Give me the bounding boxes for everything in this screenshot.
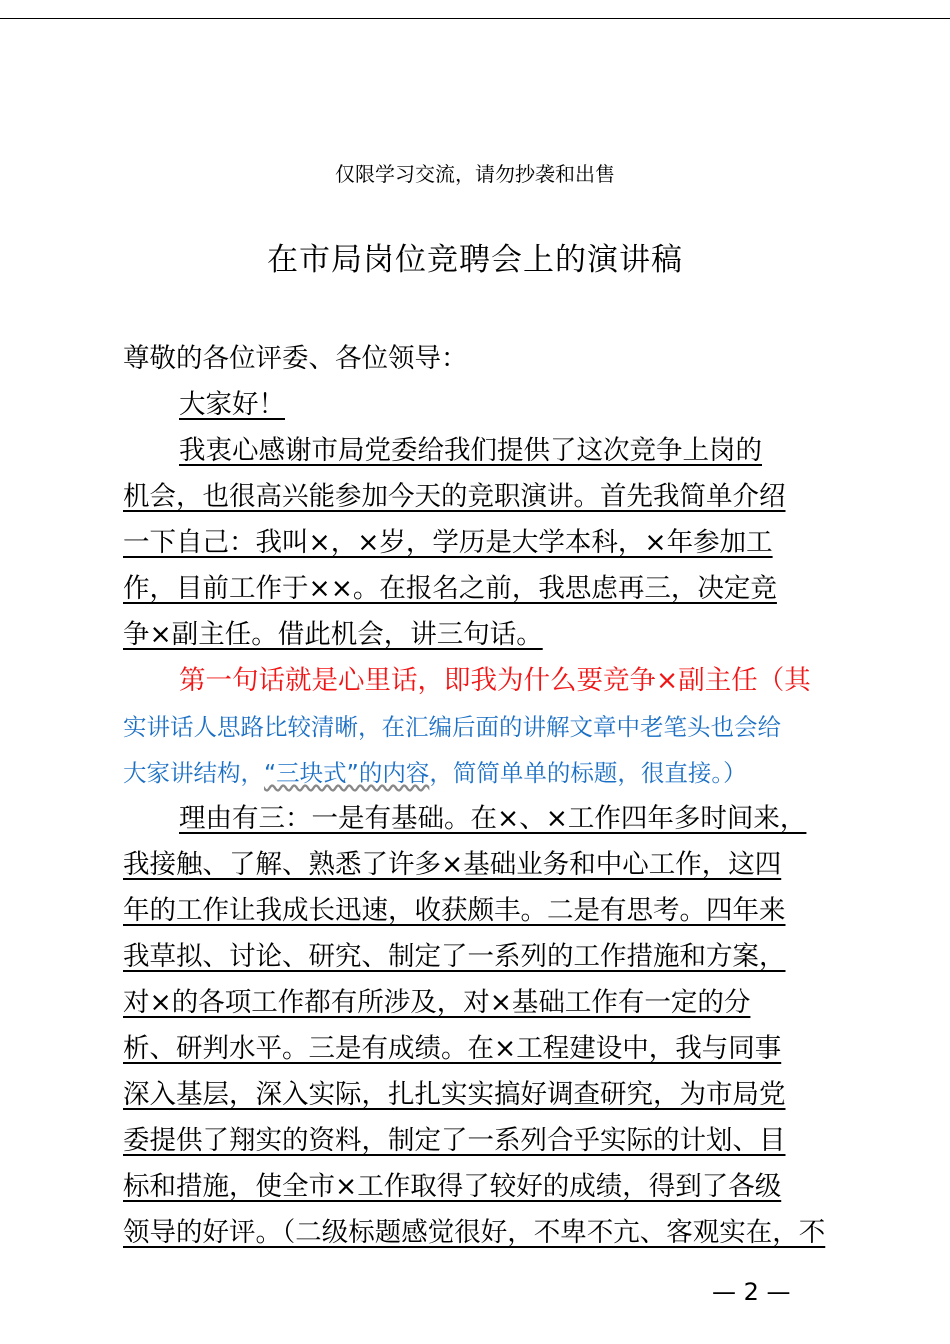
comment-line: 大家讲结构，“三块式”的内容，简简单单的标题，很直接。） [123, 759, 747, 787]
salutation: 尊敬的各位评委、各位领导： [123, 343, 468, 374]
header-note: 仅限学习交流，请勿抄袭和出售 [335, 162, 615, 186]
paragraph-line: 标和措施，使全市×工作取得了较好的成绩，得到了各级 [123, 1171, 782, 1202]
paragraph-line: 一下自己：我叫×，×岁，学历是大学本科，×年参加工 [123, 527, 773, 558]
wavy-annotated-text: “三块式”的内容 [264, 759, 430, 787]
document-body [123, 336, 898, 1256]
paragraph-line: 理由有三：一是有基础。在×、×工作四年多时间来， [179, 803, 807, 834]
paragraph-line: 我衷心感谢市局党委给我们提供了这次竞争上岗的 [179, 435, 762, 466]
paragraph-line: 作，目前工作于××。在报名之前，我思虑再三，决定竞 [123, 573, 777, 604]
comment-line: 实讲话人思路比较清晰，在汇编后面的讲解文章中老笔头也会给 [123, 713, 781, 741]
paragraph-line: 领导的好评。（二级标题感觉很好，不卑不亢、客观实在，不 [123, 1217, 826, 1248]
red-heading: 第一句话就是心里话，即我为什么要竞争×副主任（其 [179, 665, 811, 696]
greeting: 大家好！ [179, 389, 285, 420]
header-rule [0, 18, 950, 19]
paragraph-line: 年的工作让我成长迅速，收获颇丰。二是有思考。四年来 [123, 895, 786, 926]
document-title: 在市局岗位竞聘会上的演讲稿 [267, 242, 683, 278]
paragraph-line: 委提供了翔实的资料，制定了一系列合乎实际的计划、目 [123, 1125, 786, 1156]
paragraph-line: 争×副主任。借此机会，讲三句话。 [123, 619, 543, 650]
paragraph-line: 深入基层，深入实际，扎扎实实搞好调查研究，为市局党 [123, 1079, 786, 1110]
paragraph-line: 机会，也很高兴能参加今天的竞职演讲。首先我简单介绍 [123, 481, 786, 512]
paragraph-line: 对×的各项工作都有所涉及，对×基础工作有一定的分 [123, 987, 751, 1018]
paragraph-line: 析、研判水平。三是有成绩。在×工程建设中，我与同事 [123, 1033, 782, 1064]
paragraph-line: 我草拟、讨论、研究、制定了一系列的工作措施和方案， [123, 941, 786, 972]
page-number: — 2 — [712, 1278, 791, 1306]
paragraph-line: 我接触、了解、熟悉了许多×基础业务和中心工作，这四 [123, 849, 782, 880]
